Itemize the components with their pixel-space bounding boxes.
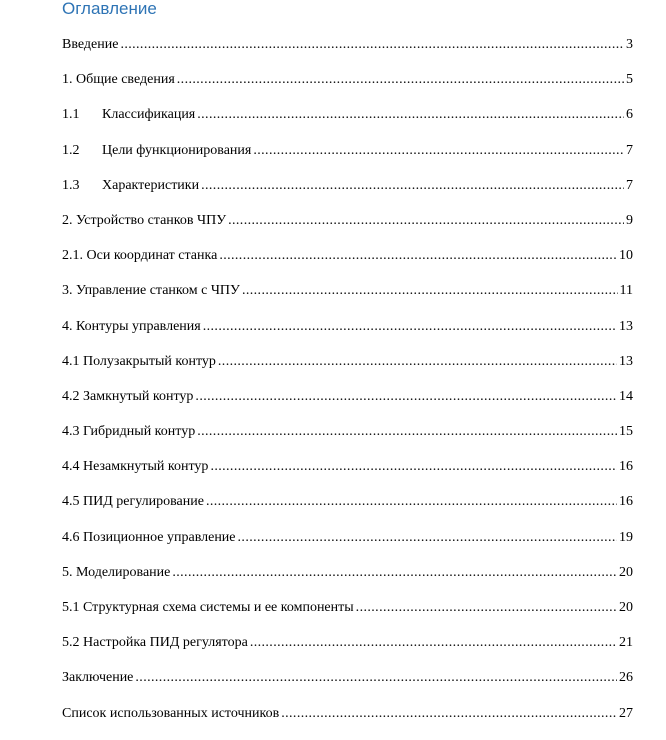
toc-entry[interactable] <box>62 247 633 282</box>
toc-list <box>62 36 633 740</box>
toc-dot-leader <box>210 458 617 476</box>
toc-entry-page-number: 7 <box>626 142 633 158</box>
toc-entry-page-number: 13 <box>619 353 633 369</box>
toc-dot-leader <box>203 318 617 336</box>
toc-dot-leader <box>201 177 624 195</box>
toc-entry-page-number: 9 <box>626 212 633 228</box>
toc-entry-page-number: 3 <box>626 37 633 52</box>
toc-entry[interactable] <box>62 705 633 740</box>
toc-dot-leader <box>250 634 617 652</box>
toc-dot-leader <box>281 705 617 723</box>
toc-entry-title[interactable]: 4.4 Незамкнутый контур <box>62 459 209 475</box>
toc-entry-title[interactable]: 2.1. Оси координат станка <box>62 248 218 264</box>
toc-entry-page-number: 14 <box>619 388 633 404</box>
toc-dot-leader <box>242 282 618 300</box>
toc-entry-title[interactable]: 5.1 Структурная схема системы и ее компоненты <box>62 600 354 615</box>
toc-entry[interactable] <box>62 177 633 212</box>
toc-entry-page-number: 21 <box>619 635 633 651</box>
toc-entry-title[interactable]: Список использованных источников <box>62 705 280 721</box>
toc-entry[interactable] <box>62 318 633 353</box>
toc-entry-page-number: 27 <box>619 705 633 721</box>
toc-dot-leader <box>218 353 617 371</box>
toc-entry-page-number: 10 <box>619 248 633 264</box>
toc-entry[interactable] <box>62 564 633 599</box>
toc-entry-title[interactable]: 4.3 Гибридный контур <box>62 424 196 440</box>
toc-entry[interactable] <box>62 71 633 106</box>
toc-entry-title[interactable]: 4.5 ПИД регулирование <box>62 494 204 510</box>
toc-entry[interactable] <box>62 388 633 423</box>
toc-dot-leader <box>172 564 617 582</box>
toc-entry[interactable] <box>62 458 633 493</box>
toc-entry-title[interactable]: Введение <box>62 37 119 52</box>
toc-entry[interactable] <box>62 423 633 458</box>
toc-dot-leader <box>219 247 617 265</box>
toc-entry-title[interactable]: 4.2 Замкнутый контур <box>62 388 194 404</box>
toc-dot-leader <box>206 493 617 511</box>
toc-entry[interactable] <box>62 599 633 634</box>
toc-entry[interactable] <box>62 212 633 247</box>
toc-dot-leader <box>135 669 617 687</box>
toc-dot-leader <box>228 212 624 230</box>
toc-entry-page-number: 26 <box>619 670 633 686</box>
toc-dot-leader <box>195 388 617 406</box>
toc-entry-number: 1.3 <box>62 177 80 193</box>
toc-heading: Оглавление <box>62 0 157 18</box>
toc-dot-leader <box>120 36 624 54</box>
toc-entry-title[interactable]: Классификация <box>102 107 196 123</box>
toc-entry-page-number: 11 <box>619 283 633 299</box>
toc-entry-title[interactable]: 4. Контуры управления <box>62 318 201 334</box>
toc-entry-page-number: 16 <box>619 459 633 475</box>
toc-entry-page-number: 15 <box>619 424 633 440</box>
toc-entry-page-number: 13 <box>619 318 633 334</box>
toc-entry-page-number: 7 <box>626 177 633 193</box>
toc-entry-title[interactable]: 5. Моделирование <box>62 564 171 580</box>
toc-entry-title[interactable]: Характеристики <box>102 177 200 193</box>
toc-entry[interactable] <box>62 106 633 141</box>
toc-entry-title[interactable]: Заключение <box>62 670 134 686</box>
toc-entry-page-number: 6 <box>626 107 633 123</box>
toc-entry[interactable] <box>62 353 633 388</box>
toc-entry-title[interactable]: 4.6 Позиционное управление <box>62 529 236 545</box>
toc-entry[interactable] <box>62 282 633 317</box>
toc-entry[interactable] <box>62 529 633 564</box>
toc-entry-number: 1.1 <box>62 107 80 123</box>
toc-dot-leader <box>238 529 617 547</box>
toc-entry-page-number: 16 <box>619 494 633 510</box>
toc-entry-title[interactable]: 4.1 Полузакрытый контур <box>62 353 216 369</box>
toc-dot-leader <box>177 71 624 89</box>
toc-dot-leader <box>356 599 617 617</box>
toc-entry[interactable] <box>62 142 633 177</box>
toc-entry-page-number: 5 <box>626 72 633 88</box>
toc-entry-title[interactable]: 1. Общие сведения <box>62 72 175 88</box>
toc-entry-page-number: 20 <box>619 564 633 580</box>
toc-dot-leader <box>197 106 624 124</box>
toc-entry[interactable] <box>62 669 633 704</box>
toc-entry[interactable] <box>62 36 633 71</box>
toc-dot-leader <box>253 142 624 160</box>
toc-entry[interactable] <box>62 493 633 528</box>
toc-entry-title[interactable]: 3. Управление станком с ЧПУ <box>62 283 240 299</box>
toc-entry-title[interactable]: Цели функционирования <box>102 142 252 158</box>
toc-entry-page-number: 19 <box>619 529 633 545</box>
toc-entry-title[interactable]: 2. Устройство станков ЧПУ <box>62 212 227 228</box>
toc-entry-title[interactable]: 5.2 Настройка ПИД регулятора <box>62 635 248 651</box>
toc-dot-leader <box>197 423 617 441</box>
toc-entry-number: 1.2 <box>62 142 80 158</box>
toc-entry[interactable] <box>62 634 633 669</box>
toc-entry-page-number: 20 <box>619 600 633 615</box>
